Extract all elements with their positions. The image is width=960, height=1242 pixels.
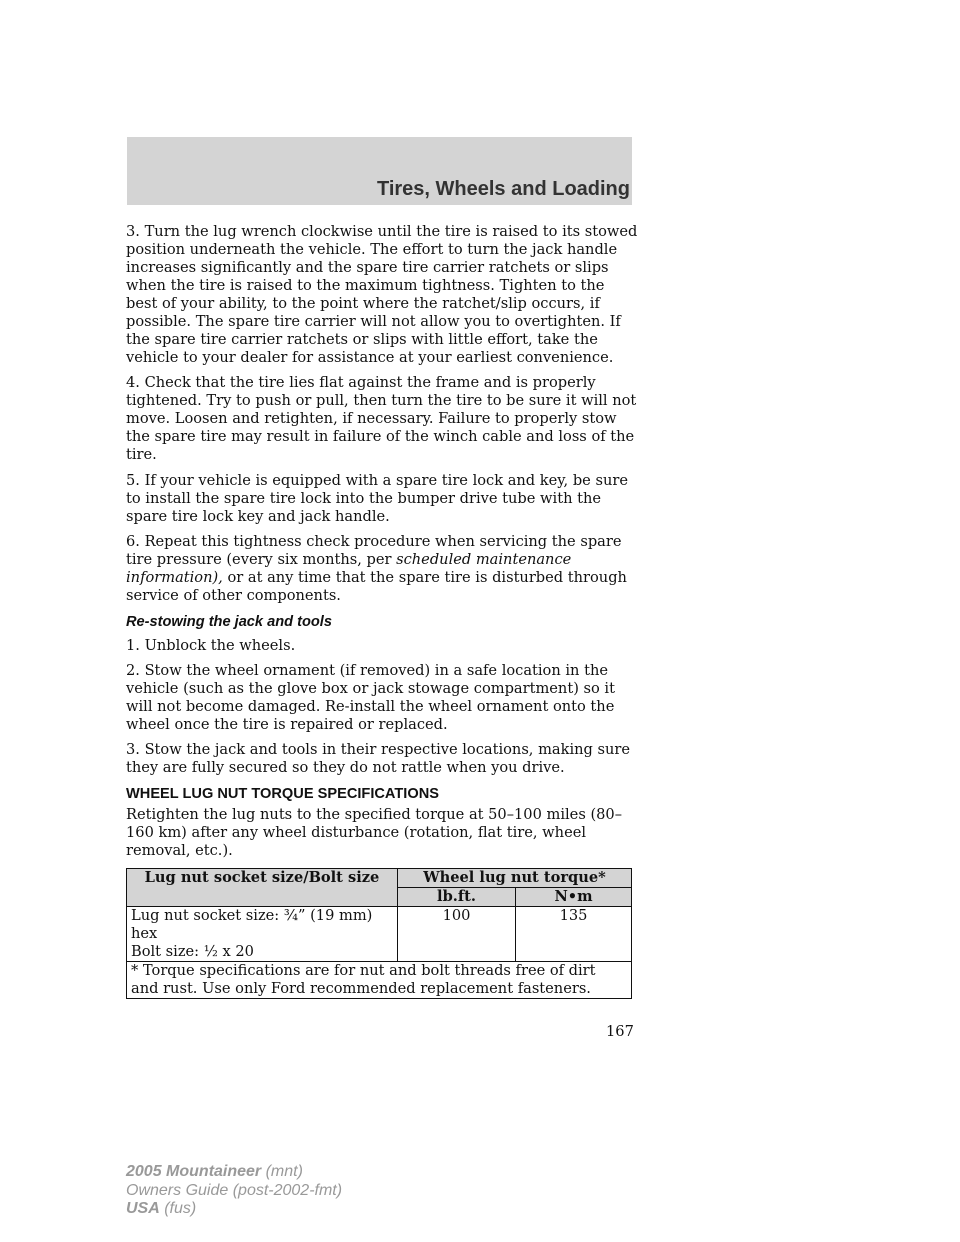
restow-item-1: 1. Unblock the wheels. <box>126 636 296 654</box>
col-torque-header: Wheel lug nut torque* <box>398 868 632 887</box>
footer-market-code: (fus) <box>159 1200 197 1217</box>
paragraph-step-5: 5. If your vehicle is equipped with a spare tire lock and key, be sure to install the spare tire lock into the bumper drive tube with the spare tire lock key and jack handle. <box>126 471 628 525</box>
unit-lbft: lb.ft. <box>398 887 516 906</box>
footer-market: USA <box>126 1200 160 1217</box>
torque-nm: 135 <box>516 906 632 961</box>
para6-after: or at any time that the spare tire is disturbed through service of other components. <box>126 569 627 605</box>
restow-heading: Re-stowing the jack and tools <box>126 613 332 630</box>
footer-model: 2005 Mountaineer <box>126 1163 262 1180</box>
restow-item-2: 2. Stow the wheel ornament (if removed) in a safe location in the vehicle (such as the glove box or jack stowage compartment) so it will not become damaged. Re-install the wheel ornament onto the wheel once the tire is repaired or replaced. <box>126 661 615 733</box>
torque-lbft: 100 <box>398 906 516 961</box>
torque-heading: WHEEL LUG NUT TORQUE SPECIFICATIONS <box>126 785 439 802</box>
footer-guide: Owners Guide (post-2002-fmt) <box>126 1181 343 1199</box>
bolt-size: Bolt size: ½ x 20 <box>131 942 254 960</box>
size-cell <box>127 906 398 961</box>
socket-size: Lug nut socket size: ¾” (19 mm) hex <box>131 906 373 942</box>
footer <box>126 1163 342 1219</box>
paragraph-step-3: 3. Turn the lug wrench clockwise until the tire is raised to its stowed position underneath the vehicle. The effort to turn the jack handle increases significantly and the spare tire carrier ratchets or slips when the tire is raised to the maximum tightness. Tighten to the best of your ability, to the point where the ratchet/slip occurs, if possible. The spare tire carrier will not allow you to overtighten. If the spare tire carrier ratchets or slips with little effort, take the vehicle to your dealer for assistance at your earliest convenience. <box>126 223 638 366</box>
footer-model-code: (mnt) <box>261 1163 303 1180</box>
torque-note: * Torque specifications are for nut and bolt threads free of dirt and rust. Use only Ford recommended replacement fasteners. <box>127 961 632 998</box>
page-title: Tires, Wheels and Loading <box>376 178 630 200</box>
paragraph-step-4: 4. Check that the tire lies flat against the frame and is properly tightened. Try to push or pull, then turn the tire to be sure it will not move. Loosen and retighten, if necessary. Failure to properly stow the spare tire may result in failure of the winch cable and loss of the tire. <box>126 374 637 464</box>
paragraph-step-6 <box>126 533 638 605</box>
page-content <box>126 223 638 999</box>
para6-italic: scheduled maintenance information), <box>126 551 572 587</box>
page-number: 167 <box>606 1023 634 1040</box>
restow-item-3: 3. Stow the jack and tools in their respective locations, making sure they are fully secured so they do not rattle when you drive. <box>126 741 631 777</box>
torque-table <box>126 868 632 999</box>
table-row <box>127 906 632 961</box>
col-size-header: Lug nut socket size/Bolt size <box>127 868 398 906</box>
torque-intro: Retighten the lug nuts to the specified torque at 50–100 miles (80–160 km) after any wheel disturbance (rotation, flat tire, wheel removal, etc.). <box>126 805 623 859</box>
para6-before: 6. Repeat this tightness check procedure when servicing the spare tire pressure (every six months, per <box>126 533 622 569</box>
unit-nm: N•m <box>516 887 632 906</box>
